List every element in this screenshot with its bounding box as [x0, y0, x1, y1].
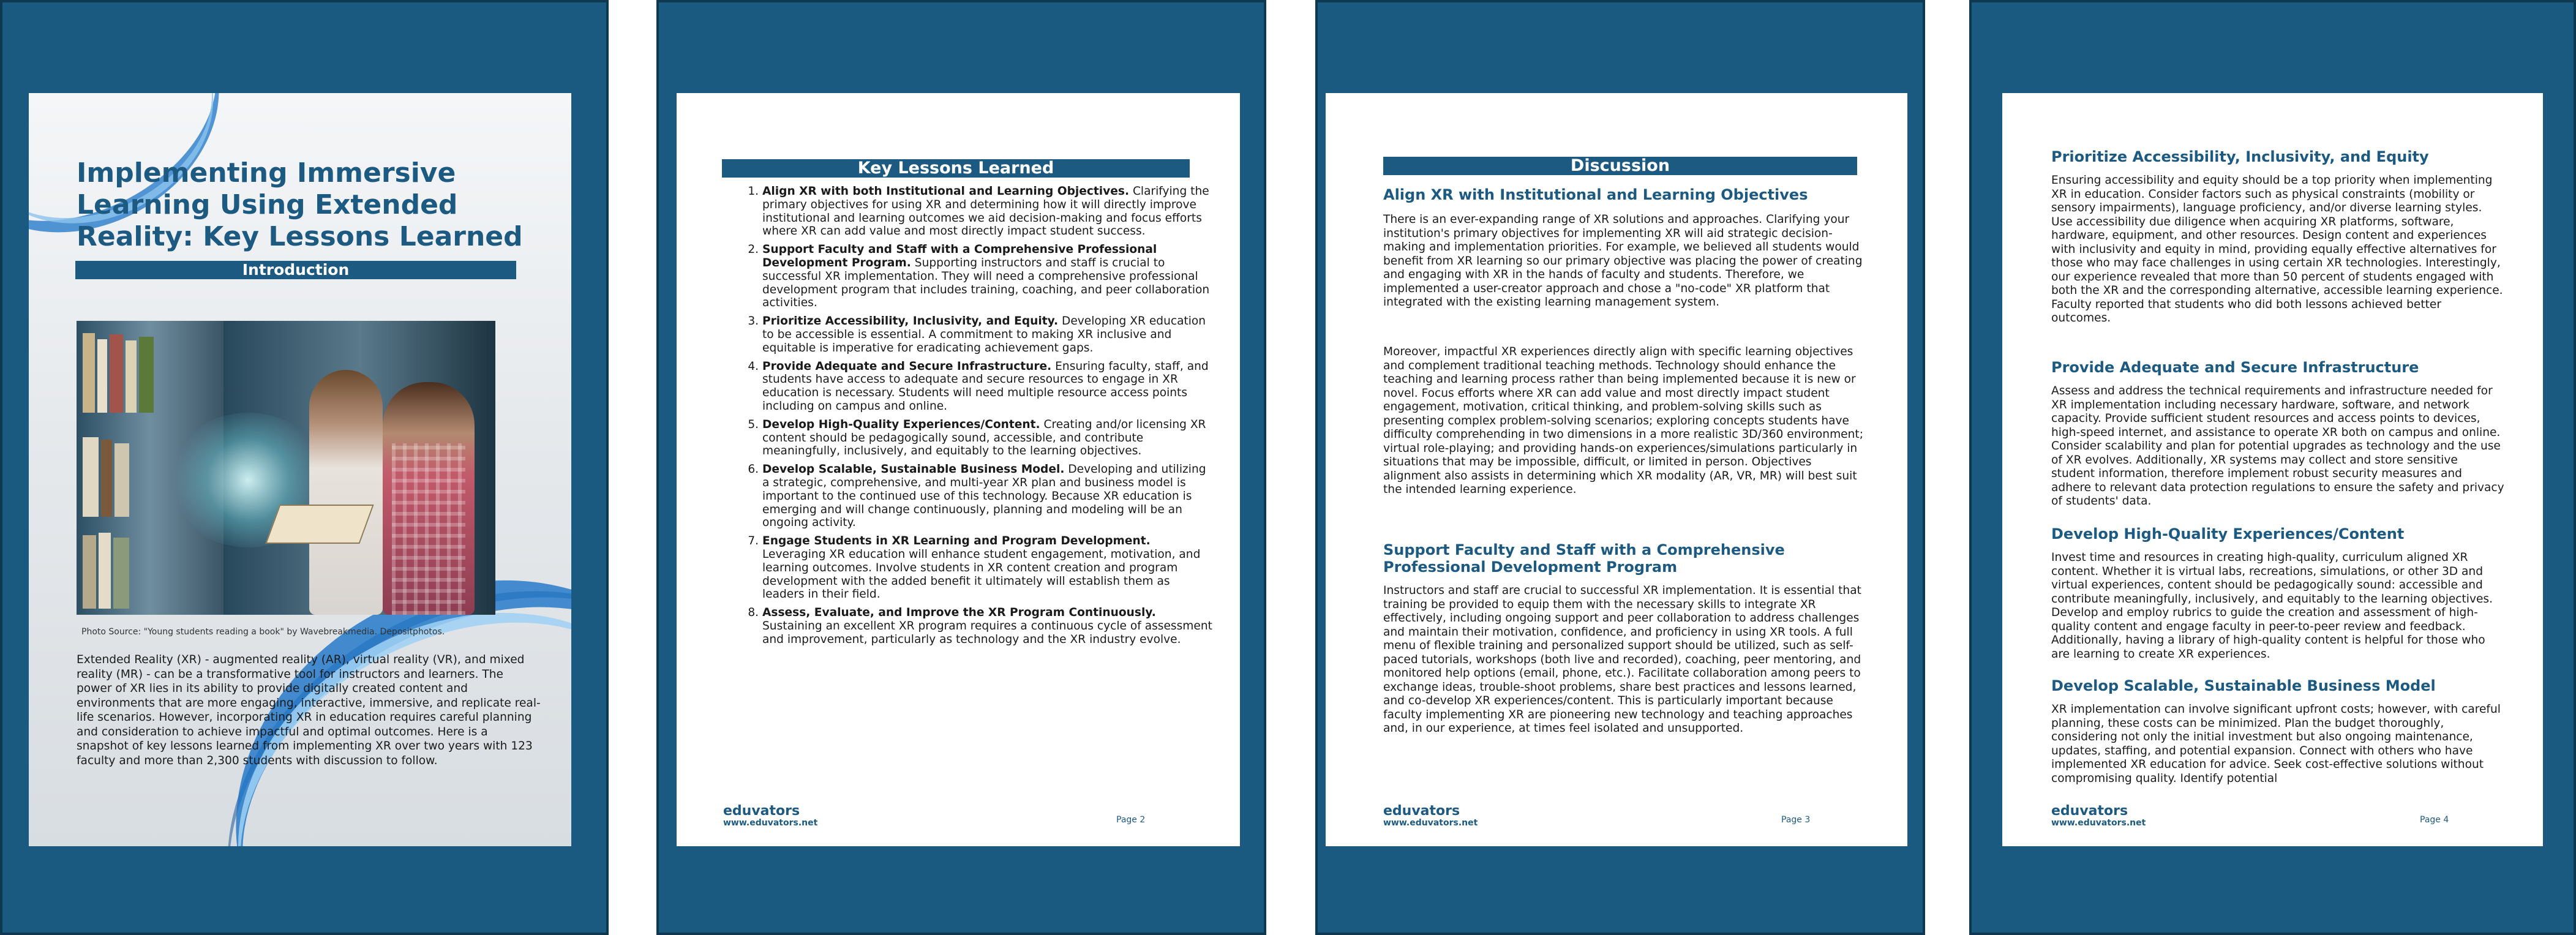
- list-item: 4. Provide Adequate and Secure Infrastructure. Ensuring faculty, staff, and students have access to adequate and secure resources to engage in XR education is necessary. Students will need multiple resource access points including on campus and online.: [762, 360, 1215, 413]
- section-heading: Provide Adequate and Secure Infrastructure: [2051, 359, 2419, 376]
- list-item: 3. Prioritize Accessibility, Inclusivity, and Equity. Developing XR education to be accessible is essential. A commitment to making XR inclusive and equitable is imperative for eradicating achievement gaps.: [762, 315, 1215, 355]
- section-heading: Support Faculty and Staff with a Comprehensive Professional Development Program: [1383, 541, 1785, 576]
- paragraph: XR implementation can involve significant upfront costs; however, with careful planning, these costs can be minimized. Plan the budget thoroughly, considering not only the initial investment but also ongoing maintenance, updates, staffing, and potential expansion. Connect with others who have implemented XR education for advice. Seek cost-effective solutions without compromising quality. Identify potential: [2051, 703, 2501, 785]
- lessons-list: [732, 185, 1215, 651]
- student-figure: [309, 370, 383, 615]
- intro-paragraph: Extended Reality (XR) - augmented reality (AR), virtual reality (VR), and mixed reality (MR) - can be a transformative tool for instructors and learners. The power of XR lies in its ability to provide digitally created content and environments that are more engaging, interactive, immersive, and replicate real-life scenarios. However, incorporating XR in education requires careful planning and consideration to achieve impactful and optimal outcomes. Here is a snapshot of key lessons learned from implementing XR over two years with 123 faculty and more than 2,300 students with discussion to follow.: [77, 653, 541, 767]
- list-item: 1. Align XR with both Institutional and Learning Objectives. Clarifying the primary objectives for using XR and determining how it will directly improve institutional and learning outcomes we aid decision-making and focus efforts where XR can add value and most directly impact student success.: [762, 185, 1215, 238]
- photo-caption: Photo Source: "Young students reading a book" by Wavebreakmedia. Depositphotos.: [81, 627, 445, 637]
- section-heading: Align XR with Institutional and Learning Objectives: [1383, 186, 1808, 203]
- section-heading: Prioritize Accessibility, Inclusivity, and Equity: [2051, 148, 2429, 165]
- paragraph: Moreover, impactful XR experiences directly align with specific learning objectives and complement traditional teaching methods. Technology should enhance the teaching and learning process rather than being implemented because it is new or novel. Focus efforts where XR can add value and most directly impact student engagement, motivation, critical thinking, and problem-solving skills such as presenting complex problem-solving scenarios; exploring concepts students have difficulty comprehending in two dimensions in a more realistic 3D/360 environment; virtual role-playing; and providing hands-on experiences/simulations particularly in situations that may be impossible, difficult, or limited in person. Objectives alignment also assists in determining which XR modality (AR, VR, MR) will best suit the intended learning experience.: [1383, 345, 1863, 496]
- cover-photo: [77, 321, 495, 615]
- list-item: 5. Develop High-Quality Experiences/Content. Creating and/or licensing XR content should be pedagogically sound, accessible, and contribute meaningfully, inclusively, and equitably to the learning objectives.: [762, 418, 1215, 458]
- page-number: Page 2: [1116, 815, 1146, 825]
- eduvators-logo[interactable]: eduvators www.eduvators.net: [723, 803, 818, 828]
- list-item: 7. Engage Students in XR Learning and Program Development. Leveraging XR education will enhance student engagement, motivation, and learning outcomes. Involve students in XR content creation and program development with the added benefit it ultimately will establish them as leaders in their field.: [762, 535, 1215, 601]
- paragraph: Ensuring accessibility and equity should be a top priority when implementing XR in education. Consider factors such as physical constraints (mobility or sensory impairments), language proficiency, and/or diverse learning styles. Use accessibility due diligence when acquiring XR platforms, software, hardware, equipment, and other resources. Design content and experiences with inclusivity and equity in mind, providing equally effective alternatives for those who may face challenges in using certain XR technologies. Interestingly, our experience revealed that more than 50 percent of students engaged with both the XR and the corresponding alternative, accessible learning experience. Faculty reported that students who did both lessons achieved better outcomes.: [2051, 174, 2503, 325]
- page-number: Page 3: [1781, 815, 1811, 825]
- paragraph: Instructors and staff are crucial to successful XR implementation. It is essential that training be provided to equip them with the necessary skills to integrate XR effectively, including ongoing support and peer collaboration to address challenges and maintain their motivation, confidence, and proficiency in using XR tools. A full menu of flexible training and personalized support should be utilized, such as self-paced tutorials, workshops (both live and recorded), coaching, peer mentoring, and monitored help options (email, phone, etc.). Facilitate collaboration among peers to exchange ideas, trouble-shoot problems, share best practices and lessons learned, and co-develop XR experiences/content. This is particularly important because faculty implementing XR are pioneering new technology and teaching approaches and, in our experience, at times feel isolated and unsupported.: [1383, 584, 1861, 735]
- eduvators-logo[interactable]: eduvators www.eduvators.net: [2051, 803, 2146, 828]
- paragraph: Invest time and resources in creating high-quality, curriculum aligned XR content. Whether it is virtual labs, recreations, simulations, or other 3D and virtual experiences, content should be pedagogically sound: accessible and contribute meaningfully, inclusively, and equitably to the learning objectives. Develop and employ rubrics to guide the creation and assessment of high-quality content and engage faculty in peer-to-peer review and feedback. Additionally, having a library of high-quality content is helpful for those who are learning to create XR experiences.: [2051, 551, 2493, 661]
- cover-title: Implementing Immersive Learning Using Extended Reality: Key Lessons Learned: [77, 157, 523, 252]
- discussion-heading: Discussion: [1383, 157, 1857, 175]
- paragraph: There is an ever-expanding range of XR solutions and approaches. Clarifying your institution's primary objectives for implementing XR will aid strategic decision-making and implementation priorities. For example, we believed all students would benefit from XR learning so our primary objective was placing the power of creating and engaging with XR in the hands of faculty and students. Therefore, we implemented a user-creator approach and chose a "no-code" XR platform that integrated with the existing learning management system.: [1383, 213, 1863, 309]
- section-heading: Develop Scalable, Sustainable Business Model: [2051, 677, 2436, 694]
- list-item: 8. Assess, Evaluate, and Improve the XR Program Continuously. Sustaining an excellent XR program requires a continuous cycle of assessment and improvement, particularly as technology and the XR industry evolve.: [762, 606, 1215, 646]
- key-lessons-heading: Key Lessons Learned: [722, 159, 1190, 178]
- page-4: [2002, 93, 2543, 846]
- page-2: [677, 93, 1240, 846]
- list-item: 2. Support Faculty and Staff with a Comprehensive Professional Development Program. Supporting instructors and staff is crucial to successful XR implementation. They will need a comprehensive professional development program that includes training, coaching, and peer collaboration activities.: [762, 243, 1215, 310]
- page-3: [1326, 93, 1907, 846]
- section-heading: Develop High-Quality Experiences/Content: [2051, 525, 2405, 543]
- page-1-cover: [29, 93, 571, 846]
- list-item: 6. Develop Scalable, Sustainable Business Model. Developing and utilizing a strategic, comprehensive, and multi-year XR plan and business model is important to the continued use of this technology. Because XR education is emerging and will change continuously, planning and modeling will be an ongoing activity.: [762, 463, 1215, 530]
- introduction-heading: Introduction: [75, 261, 516, 279]
- eduvators-logo[interactable]: eduvators www.eduvators.net: [1383, 803, 1478, 828]
- page-number: Page 4: [2420, 815, 2449, 825]
- paragraph: Assess and address the technical requirements and infrastructure needed for XR implementation including necessary hardware, software, and network capacity. Provide sufficient student resources and access points to devices, high-speed internet, and assistance to operate XR both on campus and online. Consider scalability and plan for potential upgrades as technology and the use of XR evolves. Additionally, XR systems may collect and store sensitive student information, therefore implement robust security measures and adhere to relevant data protection regulations to ensure the safety and privacy of students' data.: [2051, 385, 2504, 508]
